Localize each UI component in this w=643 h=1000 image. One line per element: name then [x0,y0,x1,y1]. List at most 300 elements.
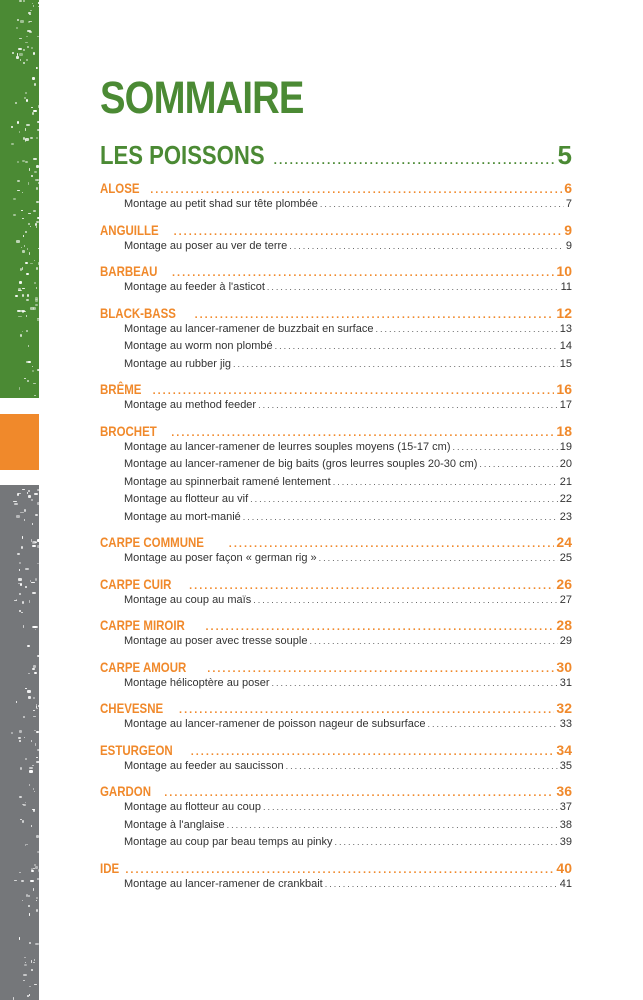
texture-speck [22,601,24,604]
texture-speck [21,310,24,311]
texture-speck [16,240,20,243]
texture-speck [38,262,39,264]
toc-entry-row-label: Montage au feeder à l'asticot [124,281,265,293]
texture-speck [22,804,23,805]
dot-leader [195,309,555,320]
toc-entry-row-page-number: 13 [559,322,572,335]
dot-leader [125,864,554,875]
toc-section-row-page-number: 28 [556,617,572,633]
texture-speck [13,198,15,200]
texture-speck [19,53,22,55]
toc-section-row[interactable] [100,222,572,240]
texture-speck [24,519,25,521]
toc-entry-row-label: Montage au spinnerbait ramené lentement [124,475,331,488]
texture-speck [22,294,24,297]
toc-section-row-page-number: 30 [556,658,572,675]
part-page-number: 5 [557,140,572,170]
texture-speck [20,583,22,586]
texture-speck [32,668,35,670]
texture-speck [31,740,32,742]
toc-entry-row-page-number: 21 [559,475,572,488]
texture-speck [29,913,30,916]
toc-entry-row-label: Montage au worm non plombé [124,340,273,352]
texture-speck [35,223,37,226]
texture-speck [32,112,34,115]
texture-speck [35,866,39,869]
dot-leader [191,746,555,757]
texture-speck [33,788,34,790]
texture-speck [25,568,29,570]
toc-entry-row-page-number: 23 [559,510,572,523]
toc-section-row-page-number: 40 [556,859,572,876]
toc-entry-row[interactable] [100,441,572,459]
texture-speck [26,299,29,301]
texture-speck [16,515,20,518]
toc-entry-row[interactable] [100,511,572,529]
toc-entry-row[interactable] [100,493,572,511]
toc-entry-row-label: Montage au coup au maïs [124,593,252,606]
table-of-contents [100,140,572,895]
toc-entry-row-page-number: 29 [559,635,572,647]
texture-speck [19,387,20,390]
dot-leader [453,442,558,451]
toc-entry-row-page-number: 39 [559,836,572,848]
texture-speck [25,42,28,43]
texture-speck [23,235,24,236]
texture-speck [19,796,22,797]
texture-speck [33,110,37,112]
toc-entry-row-page-number: 11 [560,281,572,293]
texture-speck [26,361,29,364]
toc-section-row[interactable] [100,659,572,677]
texture-speck [20,20,24,23]
texture-speck [24,957,26,959]
texture-speck [37,36,39,37]
toc-entry-row-label: Montage au lancer-ramener de leurres souples moyens (15-17 cm) [124,440,451,453]
texture-speck [19,131,20,133]
texture-speck [36,137,38,138]
texture-speck [32,541,36,544]
dot-leader [333,477,558,486]
toc-part-row[interactable] [100,140,572,174]
toc-entry-row[interactable] [100,323,572,341]
texture-speck [27,690,30,693]
texture-speck [36,835,39,838]
dot-leader [205,621,554,632]
toc-entry-row-page-number: 7 [565,198,572,210]
toc-entry-row-label: Montage au coup par beau temps au pinky [124,836,333,848]
toc-entry-row-label: Montage au mort-manié [124,510,241,523]
texture-speck [27,645,30,647]
toc-section-row-label: CARPE AMOUR [100,658,187,675]
texture-speck [37,563,39,564]
texture-speck [37,217,41,219]
texture-speck [23,62,24,64]
toc-section-row-page-number: 24 [556,534,572,550]
texture-speck [23,974,26,975]
texture-speck [36,221,39,224]
texture-speck [34,672,36,674]
toc-entry-row-page-number: 31 [559,676,572,689]
texture-speck [24,378,27,379]
toc-section-row-label: CARPE CUIR [100,575,172,592]
toc-entry-row-label: Montage au poser façon « german rig » [124,552,317,564]
toc-section-row[interactable] [100,742,572,760]
texture-speck [36,187,38,189]
texture-speck [21,546,23,549]
texture-speck [26,844,28,846]
toc-entry-row-label: Montage au feeder au saucisson [124,759,284,772]
texture-speck [34,730,37,731]
toc-section-row[interactable] [100,700,572,718]
texture-speck [18,48,22,51]
texture-speck [36,626,38,628]
toc-entry-row[interactable] [100,594,572,612]
texture-speck [17,310,21,312]
texture-speck [20,334,22,336]
toc-entry-row-label: Montage au lancer-ramener de big baits (gros leurres souples 20-30 cm) [124,458,478,470]
texture-speck [22,267,23,269]
toc-entry-row-page-number: 33 [559,718,572,730]
texture-speck [37,179,41,181]
texture-speck [23,980,25,981]
texture-speck [34,864,35,866]
texture-speck [36,761,40,763]
texture-speck [33,697,35,699]
side-strip-orange [0,414,39,470]
texture-speck [18,578,21,581]
toc-section-row[interactable] [100,783,572,801]
texture-speck [28,223,29,224]
texture-speck [14,600,18,601]
dot-leader [207,663,554,674]
toc-section-row-label: GARDON [100,783,152,799]
texture-speck [33,710,35,711]
toc-section-row[interactable] [100,423,572,441]
dot-leader [479,459,557,468]
texture-speck [28,905,30,906]
texture-speck [30,880,33,883]
toc-entry-row-label: Montage au poser au ver de terre [124,239,288,252]
toc-section-row[interactable] [100,534,572,552]
texture-speck [16,27,18,29]
toc-section-row-label: CHEVESNE [100,700,164,716]
toc-section-row-label: CARPE MIROIR [100,617,185,633]
dot-leader [320,199,564,208]
part-label: LES POISSONS [100,140,265,170]
toc-entry-row-page-number: 20 [559,458,572,470]
toc-section-row-label: ESTURGEON [100,741,173,758]
toc-entry-row-page-number: 22 [559,493,572,505]
texture-speck [19,0,22,1]
dot-leader [325,879,558,888]
texture-speck [37,369,41,371]
toc-entry-row-page-number: 35 [559,759,572,772]
texture-speck [31,969,32,971]
toc-section-row-label: BROCHET [100,422,157,439]
dot-leader [243,512,558,521]
texture-speck [29,252,30,255]
texture-speck [36,909,38,912]
dot-leader [164,787,554,798]
toc-entry-row[interactable] [100,240,572,258]
texture-speck [17,53,18,55]
texture-speck [30,580,31,581]
texture-speck [36,757,39,758]
texture-speck [33,210,36,212]
toc-entry-row[interactable] [100,476,572,494]
toc-entry-row-page-number: 37 [559,801,572,813]
texture-speck [22,331,24,332]
texture-speck [22,489,25,490]
texture-speck [17,493,19,496]
toc-section-row-page-number: 34 [556,741,572,758]
texture-speck [18,737,21,739]
texture-speck [19,281,22,283]
dot-leader [174,226,563,237]
toc-section-row[interactable] [100,576,572,594]
texture-speck [29,994,30,996]
texture-speck [37,489,39,491]
texture-speck [23,49,24,50]
toc-entry-row[interactable] [100,552,572,570]
toc-entry-row-label: Montage hélicoptère au poser [124,676,270,689]
toc-section-row-page-number: 16 [556,381,572,397]
texture-speck [16,56,18,59]
texture-speck [15,295,17,297]
texture-speck [19,740,21,741]
toc-section-row-label: ANGUILLE [100,221,159,238]
toc-entry-row-page-number: 17 [559,399,572,411]
toc-entry-row-page-number: 15 [559,357,572,370]
texture-speck [31,825,32,827]
texture-speck [37,121,41,123]
dot-leader [253,595,558,604]
toc-section-row-label: BARBEAU [100,263,158,279]
toc-entry-row[interactable] [100,760,572,778]
texture-speck [37,67,39,69]
toc-entry-row-label: Montage au flotteur au vif [124,493,249,505]
toc-entry-row-page-number: 19 [559,440,572,453]
texture-speck [38,869,42,871]
toc-section-row[interactable] [100,860,572,878]
toc-section-row-page-number: 32 [556,700,572,716]
texture-speck [33,158,37,160]
toc-section-row[interactable] [100,381,572,399]
texture-speck [18,316,22,318]
dot-leader [375,324,557,333]
texture-speck [37,545,40,547]
texture-speck [11,126,13,129]
toc-sections [100,180,572,895]
toc-entry-row[interactable] [100,819,572,837]
texture-speck [35,304,38,306]
texture-speck [34,282,36,284]
toc-entry-row-page-number: 9 [565,239,572,252]
dot-leader [309,636,557,645]
toc-entry-row-label: Montage au flotteur au coup [124,801,261,813]
texture-speck [22,250,26,253]
texture-speck [26,330,28,332]
dot-leader [233,359,558,368]
toc-entry-row-page-number: 14 [559,340,572,352]
toc-entry-row-label: Montage à l'anglaise [124,818,225,831]
toc-entry-row[interactable] [100,878,572,896]
texture-speck [12,52,14,54]
toc-entry-row-label: Montage au lancer-ramener de buzzbait en surface [124,322,374,335]
dot-leader [274,153,556,165]
texture-speck [28,12,31,14]
texture-speck [27,30,31,32]
texture-speck [20,268,22,271]
toc-entry-row-page-number: 41 [559,877,572,890]
texture-speck [28,495,32,498]
toc-entry-row[interactable] [100,399,572,417]
dot-leader [267,282,559,291]
toc-entry-row[interactable] [100,340,572,358]
texture-speck [37,539,39,542]
texture-speck [36,201,39,203]
dot-leader [335,837,558,846]
texture-speck [19,569,20,571]
texture-speck [38,182,42,184]
texture-speck [34,83,36,85]
texture-speck [18,288,21,291]
dot-leader [427,719,557,728]
toc-entry-row-label: Montage au rubber jig [124,357,232,370]
texture-speck [13,997,14,1000]
texture-speck [38,105,39,108]
dot-leader [263,802,558,811]
toc-entry-row-label: Montage au petit shad sur tête plombée [124,198,318,210]
texture-speck [32,77,35,79]
toc-entry-row-label: Montage au method feeder [124,399,257,411]
dot-leader [275,341,558,350]
texture-speck [24,509,25,512]
texture-speck [21,210,23,211]
toc-entry-row[interactable] [100,458,572,476]
toc-entry-row-label: Montage au poser avec tresse souple [124,635,308,647]
dot-leader [250,494,558,503]
toc-entry-row[interactable] [100,677,572,695]
texture-speck [29,770,33,772]
texture-speck [35,943,38,946]
dot-leader [258,400,558,409]
texture-speck [36,708,38,709]
texture-speck [29,986,31,987]
texture-speck [33,307,36,309]
texture-speck [37,851,41,853]
toc-entry-row[interactable] [100,836,572,854]
dot-leader [227,820,558,829]
toc-section-row[interactable] [100,180,572,198]
toc-entry-row-page-number: 38 [559,818,572,831]
toc-section-row-page-number: 9 [564,221,572,238]
texture-speck [32,545,35,547]
dot-leader [286,761,558,770]
texture-speck [35,578,37,581]
dot-leader [172,267,554,278]
texture-speck [30,137,33,138]
toc-section-row-page-number: 36 [556,783,572,799]
texture-speck [20,59,22,61]
toc-entry-row-label: Montage au lancer-ramener de poisson nageur de subsurface [124,718,426,730]
texture-speck [20,512,24,513]
dot-leader [289,241,564,250]
texture-speck [35,297,38,299]
texture-speck [37,749,40,752]
texture-speck [37,502,40,505]
texture-speck [33,868,35,869]
texture-speck [26,59,28,61]
texture-speck [26,273,29,275]
dot-leader [171,427,554,438]
toc-section-row-page-number: 18 [556,422,572,439]
texture-speck [33,716,36,718]
toc-entry-row[interactable] [100,198,572,216]
toc-section-row-label: CARPE COMMUNE [100,534,204,550]
texture-speck [17,121,19,123]
toc-entry-row-page-number: 25 [559,552,572,564]
dot-leader [229,538,555,549]
texture-speck [20,767,21,769]
texture-speck [26,99,28,102]
page-title: SOMMAIRE [100,72,304,123]
dot-leader [150,184,562,195]
texture-speck [34,493,37,495]
toc-section-row[interactable] [100,617,572,635]
toc-section-row[interactable] [100,305,572,323]
texture-speck [37,129,39,131]
toc-entry-row[interactable] [100,635,572,653]
texture-speck [28,345,29,347]
toc-entry-row-page-number: 27 [559,593,572,606]
texture-speck [32,592,36,594]
toc-entry-row[interactable] [100,718,572,736]
toc-section-row-page-number: 10 [556,263,572,279]
dot-leader [272,678,558,687]
toc-entry-row-label: Montage au lancer-ramener de crankbait [124,877,323,890]
texture-speck [22,218,24,219]
toc-section-row-page-number: 12 [556,304,572,321]
texture-speck [38,705,42,707]
dot-leader [179,704,554,715]
toc-entry-row[interactable] [100,801,572,819]
texture-speck [25,138,29,141]
toc-section-row-label: BLACK-BASS [100,304,176,321]
dot-leader [189,580,554,591]
texture-speck [36,165,38,167]
toc-section-row-page-number: 26 [556,575,572,592]
texture-speck [17,161,19,163]
toc-entry-row[interactable] [100,358,572,376]
texture-speck [22,820,24,823]
toc-section-row[interactable] [100,263,572,281]
texture-speck [25,586,27,588]
texture-speck [37,655,40,657]
texture-speck [11,732,13,734]
texture-speck [28,696,30,699]
texture-speck [19,730,22,732]
toc-entry-row[interactable] [100,281,572,299]
toc-section-row-label: IDE [100,859,120,876]
dot-leader [153,385,555,396]
dot-leader [319,553,558,562]
texture-speck [31,175,33,177]
texture-speck [35,514,38,515]
toc-section-row-label: ALOSE [100,180,140,196]
toc-section-row-page-number: 6 [564,180,572,196]
